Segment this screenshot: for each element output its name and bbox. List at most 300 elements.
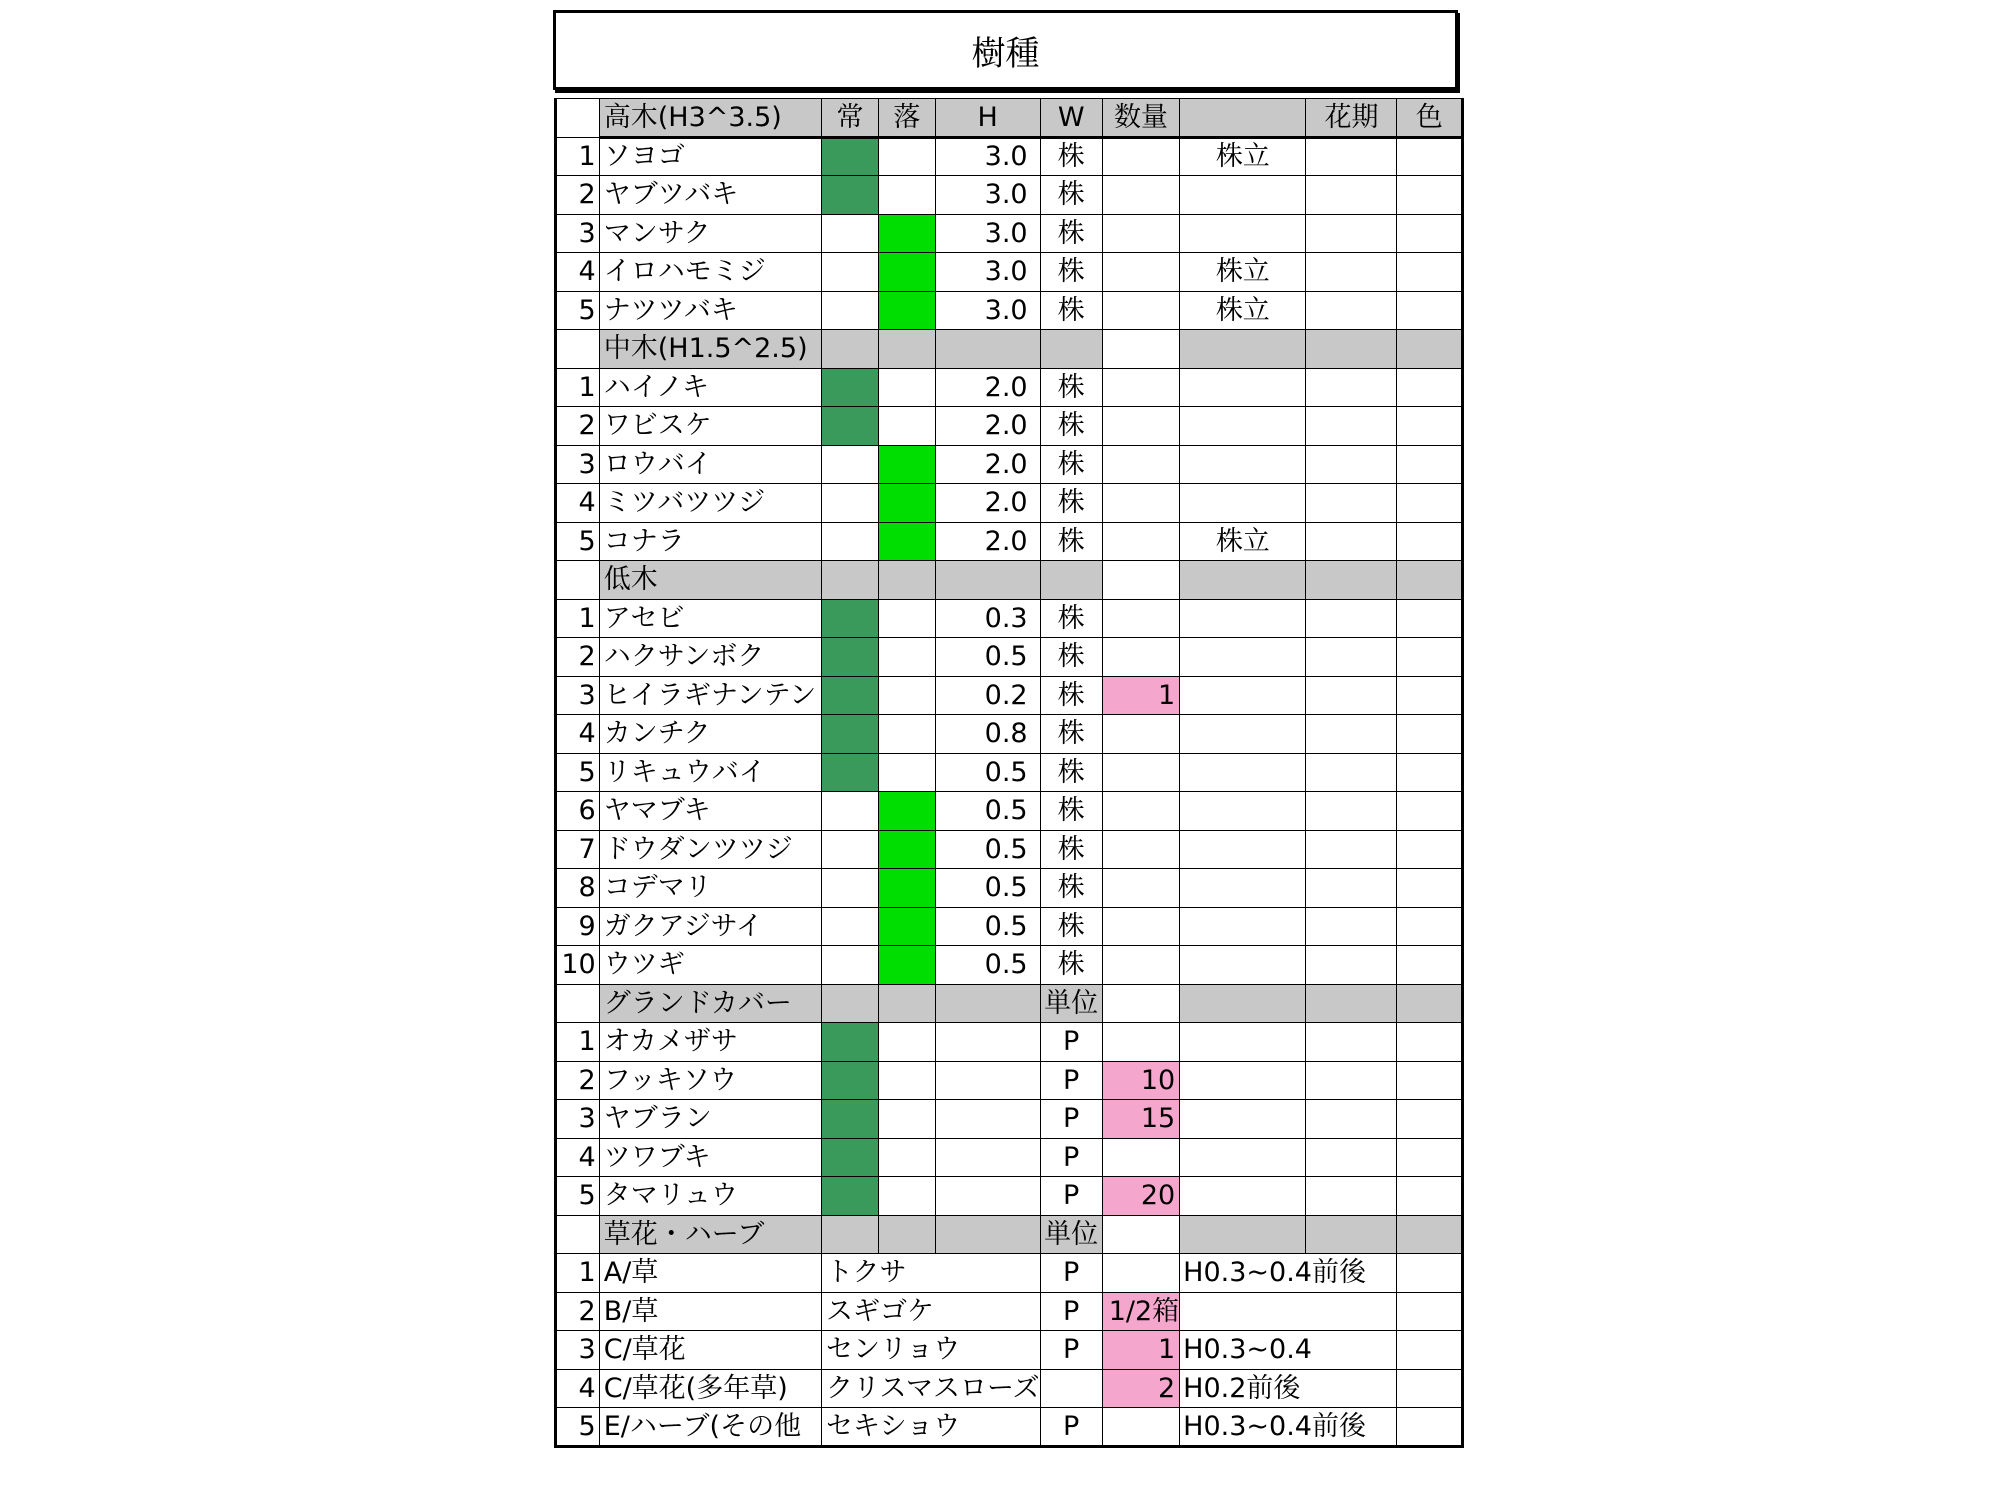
section-no	[556, 1215, 600, 1254]
row-note	[1180, 946, 1306, 985]
header-height: H	[935, 99, 1040, 138]
section-quantity	[1102, 1215, 1179, 1254]
row-flowering	[1306, 368, 1397, 407]
row-number: 4	[556, 715, 600, 754]
row-evergreen-marker	[822, 830, 879, 869]
section-evergreen	[822, 561, 879, 600]
row-deciduous-marker	[878, 368, 935, 407]
row-evergreen-marker	[822, 291, 879, 330]
row-height: 2.0	[935, 522, 1040, 561]
row-plant-name: ソヨゴ	[599, 137, 821, 176]
row-deciduous-marker	[878, 1100, 935, 1139]
table-row	[556, 676, 1463, 715]
row-plant-name: ミツバツツジ	[599, 484, 821, 523]
row-flowering	[1306, 830, 1397, 869]
row-number: 1	[556, 1254, 600, 1293]
row-deciduous-marker	[878, 676, 935, 715]
row-note: 株立	[1180, 253, 1306, 292]
row-note	[1180, 1023, 1306, 1062]
row-height	[935, 1061, 1040, 1100]
table-row	[556, 638, 1463, 677]
row-note	[1180, 792, 1306, 831]
row-height: 3.0	[935, 176, 1040, 215]
row-plant-name: アセビ	[599, 599, 821, 638]
row-note	[1180, 445, 1306, 484]
table-row	[556, 599, 1463, 638]
row-width: 株	[1040, 599, 1102, 638]
header-quantity: 数量	[1102, 99, 1179, 138]
row-evergreen-marker	[822, 715, 879, 754]
row-deciduous-marker	[878, 599, 935, 638]
row-height: 3.0	[935, 214, 1040, 253]
row-height: 0.5	[935, 753, 1040, 792]
row-evergreen-marker	[822, 176, 879, 215]
row-note	[1180, 830, 1306, 869]
row-quantity	[1102, 830, 1179, 869]
section-unit	[1040, 561, 1102, 600]
row-color	[1397, 137, 1463, 176]
row-note	[1180, 907, 1306, 946]
row-flowering	[1306, 1177, 1397, 1216]
row-note	[1180, 176, 1306, 215]
section-quantity	[1102, 561, 1179, 600]
row-flowering	[1306, 599, 1397, 638]
row-note	[1180, 1061, 1306, 1100]
row-variety: センリョウ	[822, 1331, 1041, 1370]
row-note: H0.3~0.4前後	[1180, 1254, 1397, 1293]
row-width: 株	[1040, 830, 1102, 869]
row-unit: P	[1040, 1292, 1102, 1331]
row-color	[1397, 214, 1463, 253]
row-number: 7	[556, 830, 600, 869]
row-width: 株	[1040, 484, 1102, 523]
row-color	[1397, 638, 1463, 677]
row-width: 株	[1040, 869, 1102, 908]
row-plant-name: カンチク	[599, 715, 821, 754]
row-evergreen-marker	[822, 907, 879, 946]
row-width: 株	[1040, 407, 1102, 446]
row-number: 5	[556, 753, 600, 792]
table-row	[556, 907, 1463, 946]
header-width: W	[1040, 99, 1102, 138]
row-note	[1180, 715, 1306, 754]
row-deciduous-marker	[878, 1023, 935, 1062]
row-quantity	[1102, 407, 1179, 446]
row-height: 0.5	[935, 638, 1040, 677]
row-deciduous-marker	[878, 907, 935, 946]
row-color	[1397, 1023, 1463, 1062]
row-number: 3	[556, 1100, 600, 1139]
row-width: 株	[1040, 176, 1102, 215]
row-variety: スギゴケ	[822, 1292, 1041, 1331]
row-color	[1397, 484, 1463, 523]
row-flowering	[1306, 792, 1397, 831]
table-row	[556, 176, 1463, 215]
row-plant-name: イロハモミジ	[599, 253, 821, 292]
row-deciduous-marker	[878, 1138, 935, 1177]
row-plant-name: ツワブキ	[599, 1138, 821, 1177]
section-note	[1180, 561, 1306, 600]
row-plant-name: フッキソウ	[599, 1061, 821, 1100]
row-width: 株	[1040, 638, 1102, 677]
header-note	[1180, 99, 1306, 138]
table-row	[556, 484, 1463, 523]
table-row	[556, 1138, 1463, 1177]
row-evergreen-marker	[822, 368, 879, 407]
section-unit: 単位	[1040, 1215, 1102, 1254]
row-plant-name: ワビスケ	[599, 407, 821, 446]
row-category: A/草	[599, 1254, 821, 1293]
row-evergreen-marker	[822, 1177, 879, 1216]
row-evergreen-marker	[822, 407, 879, 446]
header-color: 色	[1397, 99, 1463, 138]
row-number: 5	[556, 522, 600, 561]
section-color	[1397, 984, 1463, 1023]
row-number: 5	[556, 1408, 600, 1447]
row-quantity	[1102, 484, 1179, 523]
header-row	[556, 99, 1463, 138]
section-deciduous	[878, 1215, 935, 1254]
row-width: P	[1040, 1138, 1102, 1177]
table-row	[556, 1177, 1463, 1216]
row-note	[1180, 638, 1306, 677]
row-number: 4	[556, 253, 600, 292]
row-color	[1397, 176, 1463, 215]
row-flowering	[1306, 946, 1397, 985]
row-plant-name: ヤブラン	[599, 1100, 821, 1139]
header-deciduous: 落	[878, 99, 935, 138]
row-height: 3.0	[935, 253, 1040, 292]
row-quantity: 10	[1102, 1061, 1179, 1100]
row-number: 5	[556, 1177, 600, 1216]
row-note: H0.3~0.4前後	[1180, 1408, 1397, 1447]
table-row	[556, 1408, 1463, 1447]
row-evergreen-marker	[822, 1023, 879, 1062]
row-flowering	[1306, 291, 1397, 330]
row-number: 1	[556, 599, 600, 638]
row-width: P	[1040, 1061, 1102, 1100]
row-deciduous-marker	[878, 214, 935, 253]
row-flowering	[1306, 1138, 1397, 1177]
row-evergreen-marker	[822, 1100, 879, 1139]
row-flowering	[1306, 1100, 1397, 1139]
row-color	[1397, 1138, 1463, 1177]
row-note: 株立	[1180, 137, 1306, 176]
row-number: 3	[556, 445, 600, 484]
row-width: P	[1040, 1023, 1102, 1062]
row-deciduous-marker	[878, 792, 935, 831]
row-width: 株	[1040, 676, 1102, 715]
row-height: 3.0	[935, 291, 1040, 330]
row-number: 3	[556, 676, 600, 715]
row-height: 0.5	[935, 946, 1040, 985]
section-color	[1397, 1215, 1463, 1254]
row-plant-name: ヒイラギナンテン	[599, 676, 821, 715]
row-flowering	[1306, 214, 1397, 253]
row-quantity: 15	[1102, 1100, 1179, 1139]
row-number: 2	[556, 176, 600, 215]
row-flowering	[1306, 176, 1397, 215]
row-color	[1397, 1177, 1463, 1216]
row-height	[935, 1138, 1040, 1177]
row-deciduous-marker	[878, 253, 935, 292]
row-category: E/ハーブ(その他	[599, 1408, 821, 1447]
row-deciduous-marker	[878, 830, 935, 869]
row-note: H0.3~0.4	[1180, 1331, 1397, 1370]
table-row	[556, 1292, 1463, 1331]
row-deciduous-marker	[878, 484, 935, 523]
row-note: H0.2前後	[1180, 1369, 1397, 1408]
row-color	[1397, 907, 1463, 946]
row-flowering	[1306, 1023, 1397, 1062]
row-quantity	[1102, 1254, 1179, 1293]
row-width: 株	[1040, 946, 1102, 985]
row-quantity	[1102, 946, 1179, 985]
table-row	[556, 1061, 1463, 1100]
row-color	[1397, 1369, 1463, 1408]
table-row	[556, 214, 1463, 253]
row-note	[1180, 1100, 1306, 1139]
row-height	[935, 1023, 1040, 1062]
row-deciduous-marker	[878, 1061, 935, 1100]
row-deciduous-marker	[878, 869, 935, 908]
row-note	[1180, 214, 1306, 253]
row-color	[1397, 253, 1463, 292]
row-number: 4	[556, 1138, 600, 1177]
row-evergreen-marker	[822, 599, 879, 638]
row-color	[1397, 676, 1463, 715]
section-title: 草花・ハーブ	[599, 1215, 821, 1254]
row-evergreen-marker	[822, 946, 879, 985]
section-header-row	[556, 330, 1463, 369]
row-variety: セキショウ	[822, 1408, 1041, 1447]
row-note: 株立	[1180, 522, 1306, 561]
section-title: グランドカバー	[599, 984, 821, 1023]
header-flowering: 花期	[1306, 99, 1397, 138]
table-row	[556, 792, 1463, 831]
row-number: 6	[556, 792, 600, 831]
section-no	[556, 984, 600, 1023]
row-color	[1397, 368, 1463, 407]
row-number: 5	[556, 291, 600, 330]
row-deciduous-marker	[878, 137, 935, 176]
table-row	[556, 1254, 1463, 1293]
row-height: 0.5	[935, 792, 1040, 831]
section-note	[1180, 1215, 1306, 1254]
row-evergreen-marker	[822, 484, 879, 523]
section-height	[935, 561, 1040, 600]
row-note	[1180, 368, 1306, 407]
row-color	[1397, 1408, 1463, 1447]
row-height	[935, 1100, 1040, 1139]
section-quantity	[1102, 330, 1179, 369]
row-height	[935, 1177, 1040, 1216]
section-color	[1397, 561, 1463, 600]
row-quantity	[1102, 291, 1179, 330]
row-flowering	[1306, 1061, 1397, 1100]
header-section-title: 高木(H3^3.5)	[599, 99, 821, 138]
section-header-row	[556, 561, 1463, 600]
row-deciduous-marker	[878, 946, 935, 985]
row-evergreen-marker	[822, 676, 879, 715]
row-category: C/草花(多年草)	[599, 1369, 821, 1408]
row-note	[1180, 1292, 1397, 1331]
row-plant-name: タマリュウ	[599, 1177, 821, 1216]
table-row	[556, 753, 1463, 792]
row-number: 3	[556, 1331, 600, 1370]
table-row	[556, 946, 1463, 985]
table-row	[556, 253, 1463, 292]
section-evergreen	[822, 330, 879, 369]
row-quantity	[1102, 1408, 1179, 1447]
row-color	[1397, 1100, 1463, 1139]
row-plant-name: ドウダンツツジ	[599, 830, 821, 869]
row-evergreen-marker	[822, 522, 879, 561]
section-height	[935, 1215, 1040, 1254]
row-width: 株	[1040, 291, 1102, 330]
row-height: 0.8	[935, 715, 1040, 754]
row-deciduous-marker	[878, 291, 935, 330]
row-flowering	[1306, 715, 1397, 754]
row-color	[1397, 715, 1463, 754]
row-evergreen-marker	[822, 137, 879, 176]
row-note	[1180, 407, 1306, 446]
row-flowering	[1306, 484, 1397, 523]
row-height: 2.0	[935, 368, 1040, 407]
row-note	[1180, 753, 1306, 792]
row-quantity	[1102, 368, 1179, 407]
row-width: 株	[1040, 253, 1102, 292]
row-unit: P	[1040, 1254, 1102, 1293]
row-evergreen-marker	[822, 792, 879, 831]
row-color	[1397, 792, 1463, 831]
row-number: 2	[556, 1061, 600, 1100]
row-evergreen-marker	[822, 753, 879, 792]
section-unit	[1040, 330, 1102, 369]
row-flowering	[1306, 137, 1397, 176]
row-evergreen-marker	[822, 1138, 879, 1177]
row-height: 3.0	[935, 137, 1040, 176]
row-deciduous-marker	[878, 1177, 935, 1216]
row-quantity	[1102, 753, 1179, 792]
row-width: 株	[1040, 907, 1102, 946]
row-color	[1397, 1292, 1463, 1331]
row-note	[1180, 484, 1306, 523]
section-header-row	[556, 984, 1463, 1023]
table-row	[556, 407, 1463, 446]
row-note: 株立	[1180, 291, 1306, 330]
section-flowering	[1306, 1215, 1397, 1254]
row-flowering	[1306, 907, 1397, 946]
section-no	[556, 561, 600, 600]
row-note	[1180, 1177, 1306, 1216]
row-color	[1397, 291, 1463, 330]
row-flowering	[1306, 407, 1397, 446]
row-color	[1397, 599, 1463, 638]
row-evergreen-marker	[822, 214, 879, 253]
row-flowering	[1306, 638, 1397, 677]
section-height	[935, 984, 1040, 1023]
row-quantity	[1102, 214, 1179, 253]
row-color	[1397, 1254, 1463, 1293]
row-evergreen-marker	[822, 253, 879, 292]
row-color	[1397, 522, 1463, 561]
row-deciduous-marker	[878, 715, 935, 754]
section-note	[1180, 330, 1306, 369]
row-quantity	[1102, 792, 1179, 831]
row-unit	[1040, 1369, 1102, 1408]
row-note	[1180, 599, 1306, 638]
table-row	[556, 445, 1463, 484]
row-category: C/草花	[599, 1331, 821, 1370]
row-color	[1397, 1061, 1463, 1100]
table-row	[556, 137, 1463, 176]
row-width: 株	[1040, 137, 1102, 176]
row-number: 2	[556, 407, 600, 446]
row-number: 9	[556, 907, 600, 946]
row-quantity: 1	[1102, 676, 1179, 715]
row-width: 株	[1040, 522, 1102, 561]
row-quantity	[1102, 253, 1179, 292]
row-plant-name: コナラ	[599, 522, 821, 561]
row-category: B/草	[599, 1292, 821, 1331]
row-color	[1397, 946, 1463, 985]
header-no	[556, 99, 600, 138]
table-row	[556, 715, 1463, 754]
row-width: P	[1040, 1100, 1102, 1139]
row-quantity	[1102, 1023, 1179, 1062]
row-deciduous-marker	[878, 638, 935, 677]
row-width: 株	[1040, 445, 1102, 484]
row-width: 株	[1040, 715, 1102, 754]
row-height: 2.0	[935, 484, 1040, 523]
header-evergreen: 常	[822, 99, 879, 138]
row-flowering	[1306, 445, 1397, 484]
section-flowering	[1306, 561, 1397, 600]
section-quantity	[1102, 984, 1179, 1023]
row-height: 0.2	[935, 676, 1040, 715]
table-row	[556, 1369, 1463, 1408]
row-plant-name: オカメザサ	[599, 1023, 821, 1062]
row-number: 4	[556, 484, 600, 523]
section-title: 中木(H1.5^2.5)	[599, 330, 821, 369]
section-evergreen	[822, 1215, 879, 1254]
row-variety: トクサ	[822, 1254, 1041, 1293]
row-width: 株	[1040, 753, 1102, 792]
section-note	[1180, 984, 1306, 1023]
row-quantity	[1102, 715, 1179, 754]
row-quantity	[1102, 137, 1179, 176]
section-deciduous	[878, 561, 935, 600]
row-number: 3	[556, 214, 600, 253]
row-flowering	[1306, 869, 1397, 908]
row-plant-name: ヤマブキ	[599, 792, 821, 831]
row-quantity	[1102, 522, 1179, 561]
row-plant-name: ガクアジサイ	[599, 907, 821, 946]
row-quantity	[1102, 1138, 1179, 1177]
row-evergreen-marker	[822, 638, 879, 677]
row-note	[1180, 1138, 1306, 1177]
table-row	[556, 830, 1463, 869]
row-flowering	[1306, 676, 1397, 715]
plant-table	[554, 98, 1464, 1448]
row-number: 4	[556, 1369, 600, 1408]
row-flowering	[1306, 253, 1397, 292]
table-row	[556, 869, 1463, 908]
row-number: 10	[556, 946, 600, 985]
row-number: 1	[556, 368, 600, 407]
table-row	[556, 1100, 1463, 1139]
